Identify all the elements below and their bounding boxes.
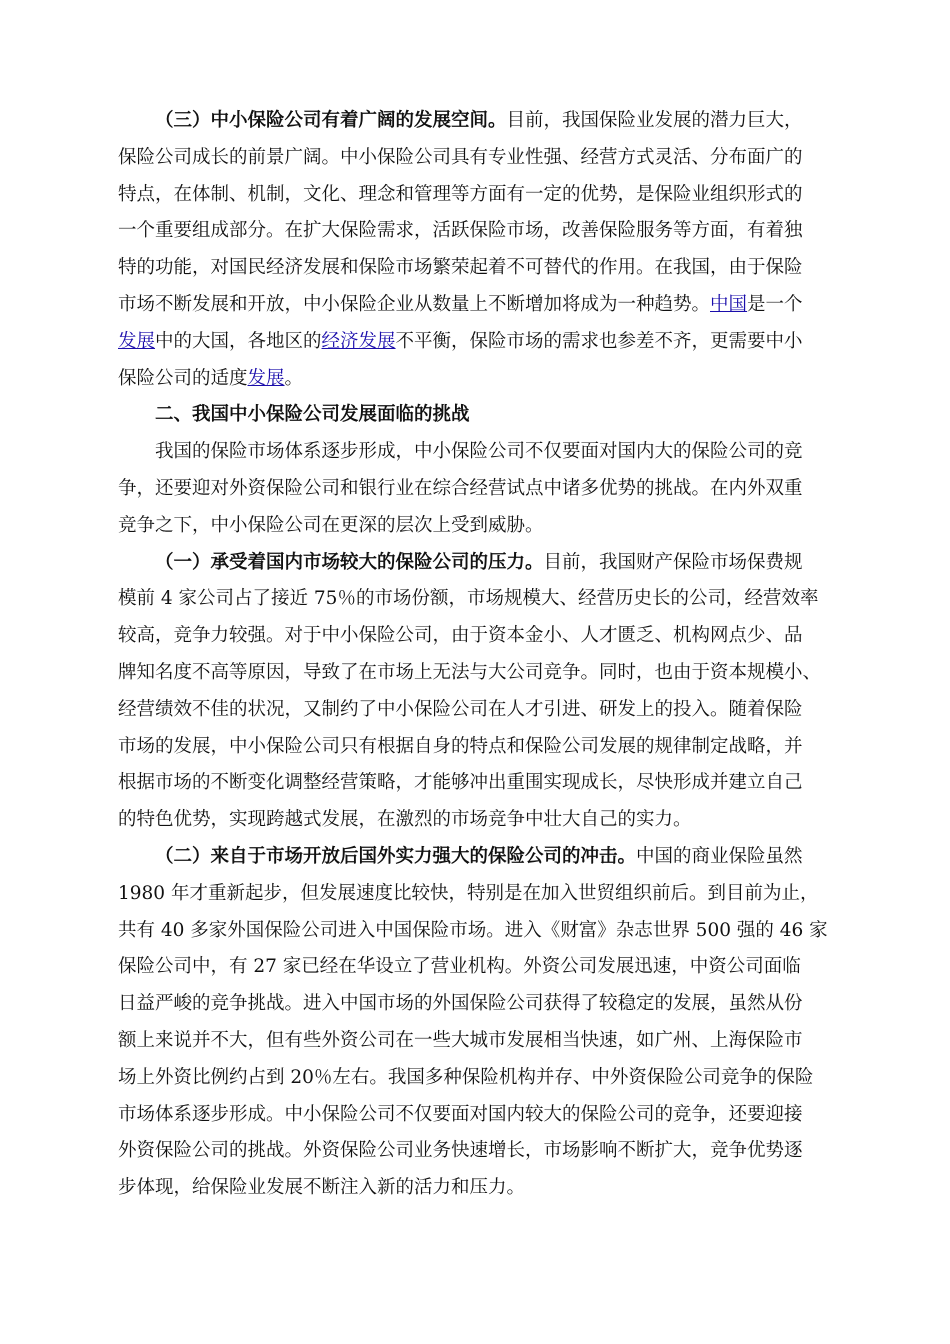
paragraph-line: 争，还要迎对外资保险公司和银行业在综合经营试点中诸多优势的挑战。在内外双重 [118, 477, 803, 499]
link-development-2[interactable]: 发展 [247, 367, 285, 389]
paragraph-line: 保险公司成长的前景广阔。中小保险公司具有专业性强、经营方式灵活、分布面广的 [118, 146, 803, 168]
paragraph-line: 保险公司中，有 27 家已经在华设立了营业机构。外资公司发展迅速，中资公司面临 [118, 956, 801, 978]
paragraph-lead-bold: （一）承受着国内市场较大的保险公司的压力。 [155, 551, 544, 573]
paragraph-text: 中的大国，各地区的 [155, 330, 322, 352]
paragraph-line: 牌知名度不高等原因，导致了在市场上无法与大公司竞争。同时，也由于资本规模小、 [118, 661, 822, 683]
paragraph-line: 的特色优势，实现跨越式发展，在激烈的市场竞争中壮大自己的实力。 [118, 809, 692, 831]
paragraph-text: 保险公司的适度 [118, 367, 248, 389]
paragraph-text: 不平衡，保险市场的需求也参差不齐，更需要中小 [395, 330, 803, 352]
paragraph-line: 根据市场的不断变化调整经营策略，才能够冲出重围实现成长，尽快形成并建立自己 [118, 772, 803, 794]
paragraph-line: 特的功能，对国民经济发展和保险市场繁荣起着不可替代的作用。在我国，由于保险 [118, 257, 803, 279]
paragraph-line: 场上外资比例约占到 20％左右。我国多种保险机构并存、中外资保险公司竞争的保险 [118, 1066, 814, 1088]
document-page [118, 103, 838, 1207]
link-china[interactable]: 中国 [710, 293, 748, 315]
paragraph-text: 中国的商业保险虽然 [636, 845, 803, 867]
paragraph-line [118, 839, 838, 876]
link-economic-development[interactable]: 经济发展 [321, 330, 396, 352]
paragraph-text: 是一个 [747, 293, 803, 315]
paragraph-line: 一个重要组成部分。在扩大保险需求，活跃保险市场，改善保险服务等方面，有着独 [118, 220, 803, 242]
paragraph-line: 我国的保险市场体系逐步形成，中小保险公司不仅要面对国内大的保险公司的竞 [155, 441, 803, 463]
paragraph-line: 市场体系逐步形成。中小保险公司不仅要面对国内较大的保险公司的竞争，还要迎接 [118, 1103, 803, 1125]
paragraph-text: 。 [284, 367, 304, 389]
section-heading: 二、我国中小保险公司发展面临的挑战 [155, 404, 470, 426]
paragraph-line [118, 287, 838, 324]
paragraph-line [118, 103, 838, 140]
paragraph-line [118, 324, 838, 361]
link-development[interactable]: 发展 [118, 330, 156, 352]
paragraph-line: 1980 年才重新起步，但发展速度比较快，特别是在加入世贸组织前后。到目前为止， [118, 882, 819, 904]
paragraph-line: 特点，在体制、机制，文化、理念和管理等方面有一定的优势，是保险业组织形式的 [118, 183, 803, 205]
paragraph-line: 经营绩效不佳的状况，又制约了中小保险公司在人才引进、研发上的投入。随着保险 [118, 698, 803, 720]
paragraph-line [118, 545, 838, 582]
paragraph-text: 市场不断发展和开放，中小保险企业从数量上不断增加将成为一种趋势。 [118, 293, 711, 315]
paragraph-line: 日益严峻的竞争挑战。进入中国市场的外国保险公司获得了较稳定的发展，虽然从份 [118, 993, 803, 1015]
paragraph-text: 目前，我国保险业发展的潜力巨大， [506, 110, 803, 131]
paragraph-lead-bold: （三）中小保险公司有着广阔的发展空间。 [155, 110, 507, 131]
paragraph-line: 共有 40 多家外国保险公司进入中国保险市场。进入《财富》杂志世界 500 强的 46 家 [118, 919, 828, 941]
paragraph-line: 步体现，给保险业发展不断注入新的活力和压力。 [118, 1177, 526, 1199]
paragraph-lead-bold: （二）来自于市场开放后国外实力强大的保险公司的冲击。 [155, 845, 637, 867]
paragraph-text: 目前，我国财产保险市场保费规 [543, 551, 803, 573]
paragraph-line [118, 361, 838, 398]
paragraph-line: 市场的发展，中小保险公司只有根据自身的特点和保险公司发展的规律制定战略，并 [118, 735, 803, 757]
paragraph-line: 较高，竞争力较强。对于中小保险公司，由于资本金小、人才匮乏、机构网点少、品 [118, 625, 803, 647]
paragraph-line: 竞争之下，中小保险公司在更深的层次上受到威胁。 [118, 514, 544, 536]
paragraph-line: 额上来说并不大，但有些外资公司在一些大城市发展相当快速，如广州、上海保险市 [118, 1029, 803, 1051]
paragraph-line: 外资保险公司的挑战。外资保险公司业务快速增长，市场影响不断扩大，竞争优势逐 [118, 1140, 803, 1162]
paragraph-line: 模前 4 家公司占了接近 75％的市场份额，市场规模大、经营历史长的公司，经营效率 [118, 588, 819, 610]
